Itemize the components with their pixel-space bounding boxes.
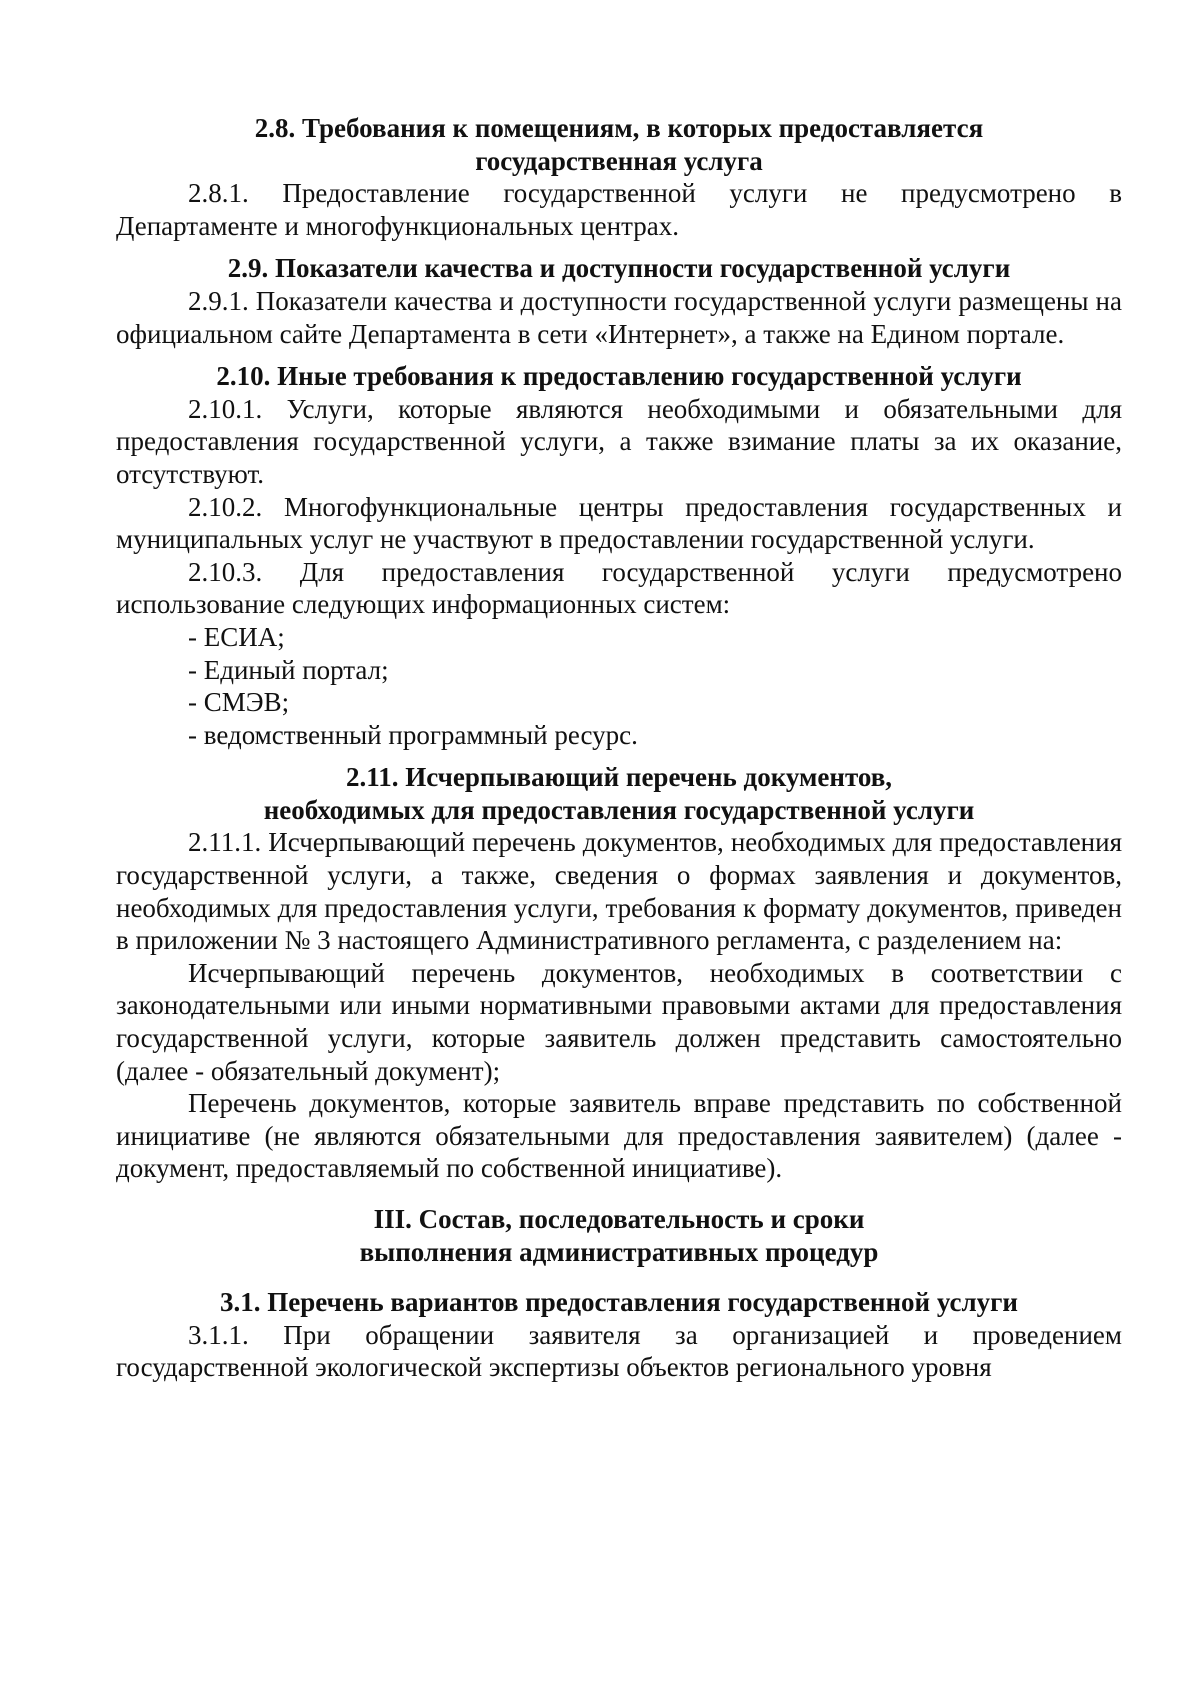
- paragraph-2-9-1: 2.9.1. Показатели качества и доступности государственной услуги размещены на официальном сайте Департамента в сети «Интернет», а также на Едином портале.: [116, 285, 1122, 349]
- paragraph-2-11-1: 2.11.1. Исчерпывающий перечень документов, необходимых для предоставления государственной услуги, а также, сведения о формах заявления и документов, необходимых для предоставления услуги, требования к формату документов, приведен в приложении № 3 настоящего Административного регламента, с разделением на:: [116, 827, 1122, 956]
- list-item-portal: - Единый портал;: [188, 654, 389, 685]
- paragraph-2-10-1: 2.10.1. Услуги, которые являются необходимыми и обязательными для предоставления государственной услуги, а также взимание платы за их оказание, отсутствуют.: [116, 393, 1122, 489]
- heading-2-8-line2: государственная услуга: [475, 145, 763, 176]
- heading-section-3-line1: III. Состав, последовательность и сроки: [373, 1204, 865, 1234]
- heading-2-10: 2.10. Иные требования к предоставлению государственной услуги: [216, 361, 1022, 392]
- heading-3-1: 3.1. Перечень вариантов предоставления государственной услуги: [220, 1287, 1018, 1318]
- heading-2-8-line1: 2.8. Требования к помещениям, в которых предоставляется: [254, 113, 984, 143]
- heading-section-3-line2: выполнения административных процедур: [359, 1236, 879, 1267]
- heading-2-11-line1: 2.11. Исчерпывающий перечень документов,: [345, 762, 893, 793]
- paragraph-2-10-2: 2.10.2. Многофункциональные центры предоставления государственных и муниципальных услуг не участвуют в предоставлении государственной услуги.: [116, 491, 1122, 555]
- list-item-smev: - СМЭВ;: [188, 687, 290, 718]
- document-page: [116, 112, 1122, 1384]
- paragraph-2-11-mandatory: Исчерпывающий перечень документов, необходимых в соответствии с законодательными или иными нормативными правовыми актами для предоставления государственной услуги, которые заявитель должен представить самостоятельно (далее - обязательный документ);: [116, 957, 1122, 1086]
- list-item-esia: - ЕСИА;: [188, 621, 285, 652]
- heading-2-9: 2.9. Показатели качества и доступности государственной услуги: [227, 253, 1011, 284]
- heading-2-11-line2: необходимых для предоставления государственной услуги: [263, 794, 975, 825]
- paragraph-3-1-1: 3.1.1. При обращении заявителя за организацией и проведением государственной экологической экспертизы объектов регионального уровня: [116, 1319, 1122, 1383]
- list-item-resource: - ведомственный программный ресурс.: [188, 719, 638, 750]
- paragraph-2-10-3: 2.10.3. Для предоставления государственной услуги предусмотрено использование следующих информационных систем:: [116, 556, 1122, 620]
- paragraph-2-11-optional: Перечень документов, которые заявитель вправе представить по собственной инициативе (не являются обязательными для предоставления заявителем) (далее - документ, предоставляемый по собственной инициативе).: [116, 1088, 1122, 1184]
- paragraph-2-8-1: 2.8.1. Предоставление государственной услуги не предусмотрено в Департаменте и многофункциональных центрах.: [116, 178, 1122, 241]
